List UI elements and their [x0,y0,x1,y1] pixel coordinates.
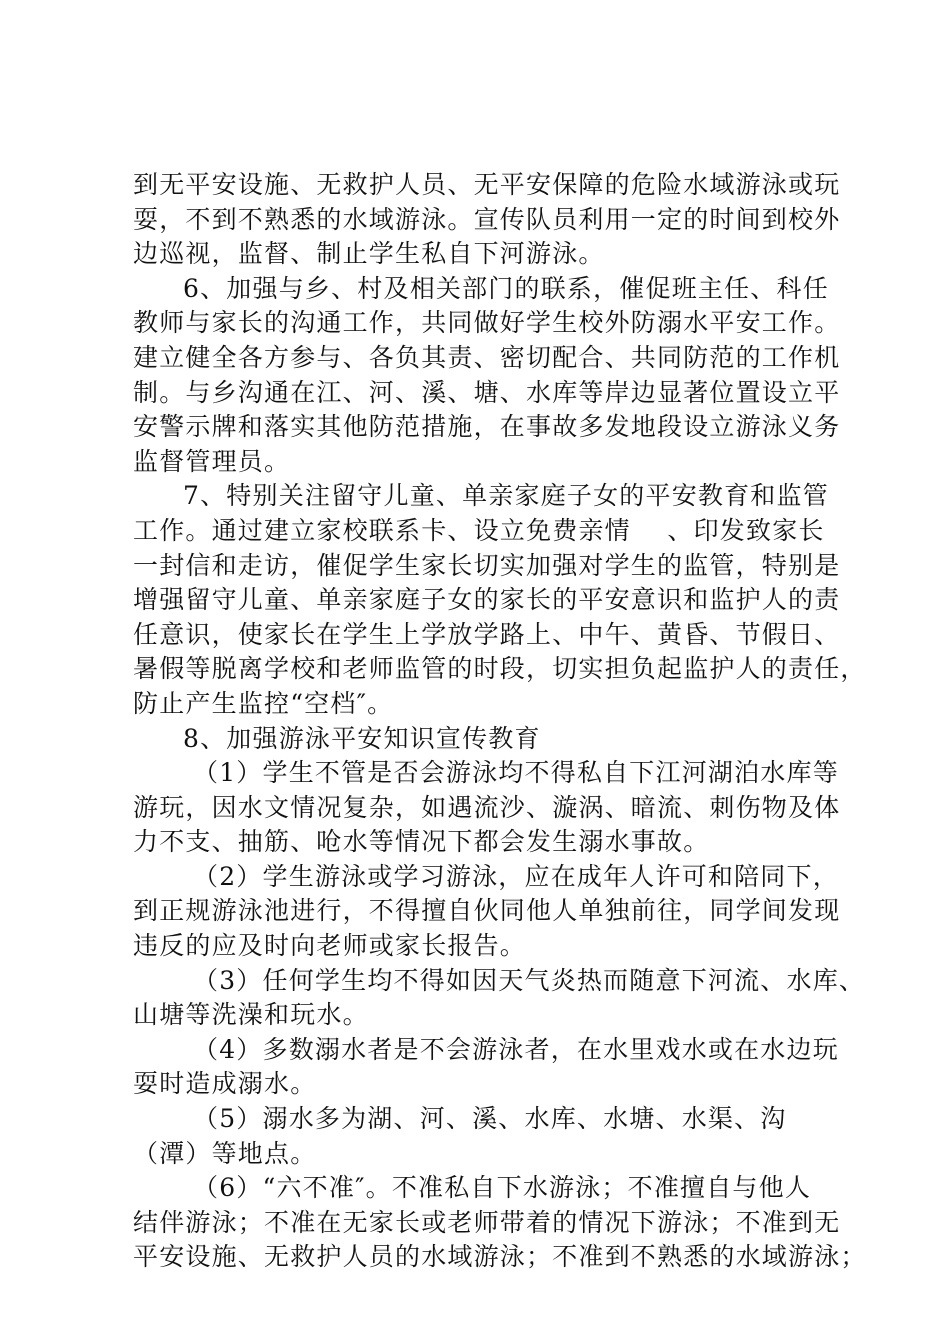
text-line: 边巡视，监督、制止学生私自下河游泳。 [133,239,605,269]
text-line: 防止产生监控“空档″。 [133,688,394,718]
document-body [133,168,867,1275]
text-line: 监督管理员。 [133,446,291,476]
text-line: 增强留守儿童、单亲家庭子女的家长的平安意识和监护人的责 [133,585,841,615]
text-line: 结伴游泳；不准在无家长或老师带着的情况下游泳；不准到无 [133,1207,841,1237]
text-line: （3）任何学生均不得如因天气炎热而随意下河流、水库、 [193,965,866,995]
text-line: （1）学生不管是否会游泳均不得私自下江河湖泊水库等 [193,758,839,788]
text-line: （6）“六不准″。不准私自下水游泳；不准擅自与他人 [193,1173,812,1203]
text-line: 工作。通过建立家校联系卡、设立免费亲情 、印发致家长 [133,515,825,545]
text-line: 游玩，因水文情况复杂，如遇流沙、漩涡、暗流、刺伤物及体 [133,792,841,822]
text-line: （2）学生游泳或学习游泳，应在成年人许可和陪同下， [193,861,839,891]
text-line: 建立健全各方参与、各负其责、密切配合、共同防范的工作机 [133,342,841,372]
text-line: 力不支、抽筋、呛水等情况下都会发生溺水事故。 [133,827,710,857]
text-line: 耍时造成溺水。 [133,1069,317,1099]
text-line: （4）多数溺水者是不会游泳者，在水里戏水或在水边玩 [193,1034,839,1064]
text-line: 任意识，使家长在学生上学放学路上、中午、黄昏、节假日、 [133,619,841,649]
text-line: （5）溺水多为湖、河、溪、水库、水塘、水渠、沟 [193,1104,787,1134]
text-line: 到正规游泳池进行，不得擅自伙同他人单独前往，同学间发现 [133,896,841,926]
text-line: 违反的应及时向老师或家长报告。 [133,931,527,961]
text-line: 暑假等脱离学校和老师监管的时段，切实担负起监护人的责任， [133,654,867,684]
text-line: 6、加强与乡、村及相关部门的联系，催促班主任、科任 [183,273,829,303]
text-line: 教师与家长的沟通工作，共同做好学生校外防溺水平安工作。 [133,308,841,338]
text-line: 耍，不到不熟悉的水域游泳。宣传队员利用一定的时间到校外 [133,204,841,234]
text-line: 一封信和走访，催促学生家长切实加强对学生的监管，特别是 [133,550,841,580]
text-line: 制。与乡沟通在江、河、溪、塘、水库等岸边显著位置设立平 [133,377,841,407]
text-line: 7、特别关注留守儿童、单亲家庭子女的平安教育和监管 [183,481,829,511]
text-line: 8、加强游泳平安知识宣传教育 [183,723,541,753]
text-line: 平安设施、无救护人员的水域游泳；不准到不熟悉的水域游泳； [133,1242,867,1272]
text-line: （潭）等地点。 [133,1138,317,1168]
text-line: 山塘等洗澡和玩水。 [133,1000,369,1030]
text-line: 安警示牌和落实其他防范措施，在事故多发地段设立游泳义务 [133,412,841,442]
text-line: 到无平安设施、无救护人员、无平安保障的危险水域游泳或玩 [133,170,841,199]
